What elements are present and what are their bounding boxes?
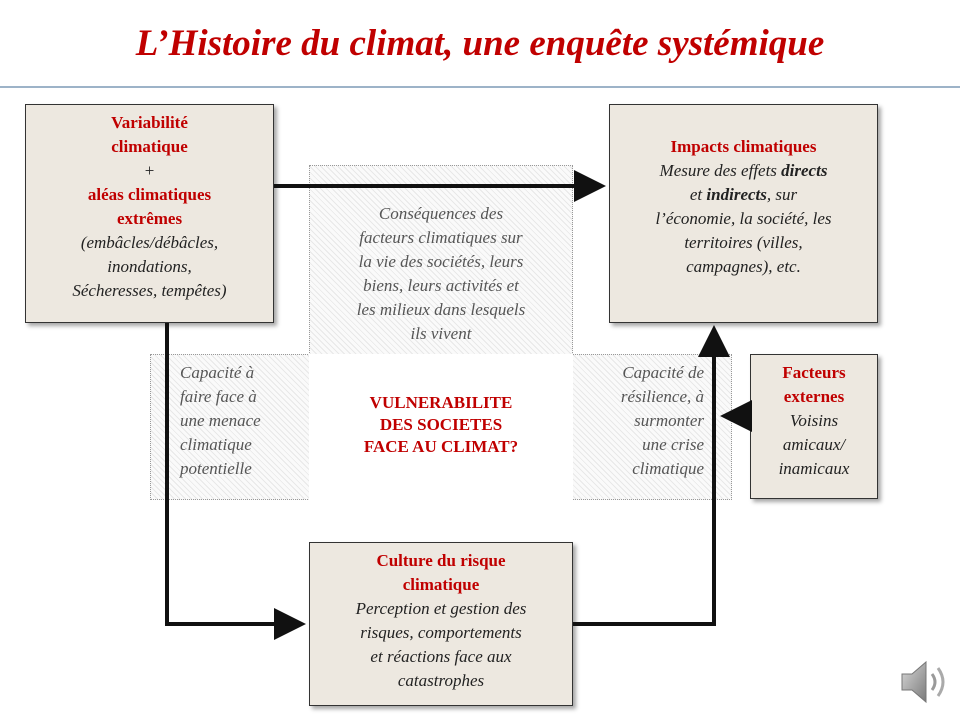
risk-culture-box: Culture du risque climatique Perception et gestion des risques, comportements et réactions face aux catastrophes — [309, 542, 573, 706]
arrow-variability-to-risk-culture — [167, 323, 298, 624]
climate-variability-box: Variabilité climatique + aléas climatiques extrêmes (embâcles/débâcles, inondations, Sécheresses, tempêtes) — [25, 104, 274, 323]
vulnerability-label: VULNERABILITE DES SOCIETES FACE AU CLIMAT? — [363, 393, 519, 456]
consequences-text: Conséquences des facteurs climatiques sur la vie des sociétés, leurs biens, leurs activités et les milieux dans lesquels ils vivent — [356, 204, 526, 343]
arrow-risk-culture-to-impacts — [573, 333, 714, 624]
slide-title: L’Histoire du climat, une enquête systémique — [135, 23, 825, 64]
resilience-capacity-text: Capacité de résilience, à surmonter une crise climatique — [620, 363, 704, 478]
speaker-icon[interactable] — [896, 654, 954, 710]
external-factors-box: Facteurs externes Voisins amicaux/ inamicaux — [750, 354, 878, 499]
climate-impacts-box: Impacts climatiques Mesure des effets directs et indirects, sur l’économie, la société, les territoires (villes, campagnes), etc. — [609, 104, 878, 323]
coping-capacity-text: Capacité à faire face à une menace climatique potentielle — [180, 363, 261, 478]
